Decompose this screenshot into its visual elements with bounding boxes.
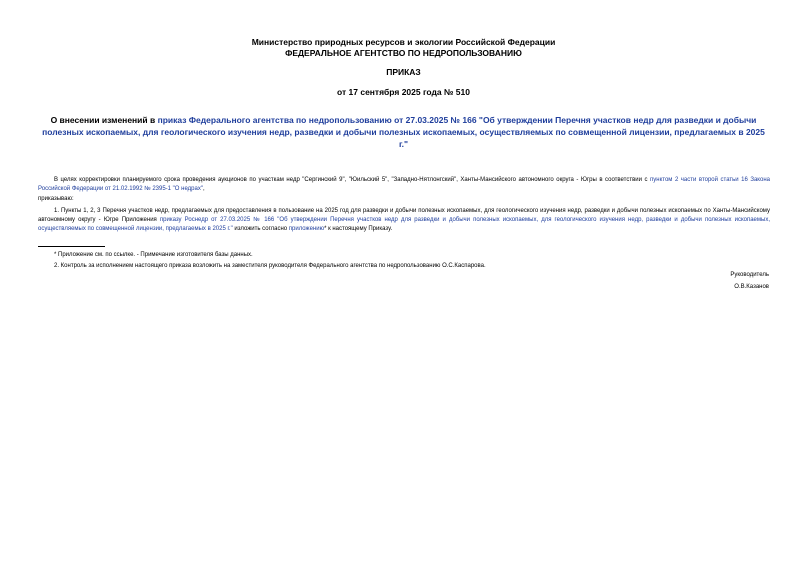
subject-prefix: О внесении изменений в bbox=[50, 115, 158, 125]
law-link[interactable]: пунктом 2 части второй статьи 16 Закона Российской Федерации от 21.02.1992 № 2395-1 "О недрах" bbox=[38, 177, 770, 192]
document-date-number: от 17 сентября 2025 года № 510 bbox=[337, 87, 470, 97]
preamble-suffix: , bbox=[202, 186, 205, 192]
item-1-paragraph bbox=[38, 207, 770, 234]
footnote-separator bbox=[38, 246, 105, 247]
rosnedr-order-link[interactable]: приказу Роснедр от 27.03.2025 № 166 "Об утверждении Перечня участков недр для разведки и добычи полезных ископаемых, для геологического изучения недр, разведки и добычи полезных ископаемых, осуществляемых по совмещенной лицензии, предлагаемых в 2025 г." bbox=[38, 217, 770, 232]
preamble-paragraph bbox=[38, 176, 770, 194]
document-header bbox=[40, 37, 767, 59]
subject-order-link[interactable]: приказ Федерального агентства по недропользованию от 27.03.2025 № 166 "Об утверждении Перечня участков недр для разведки и добычи полезных ископаемых, для геологического изучения недр, разведки и добычи полезных ископаемых, осуществляемых по совмещенной лицензии, предлагаемых в 2025 г." bbox=[42, 115, 765, 149]
footnote: * Приложение см. по ссылке. - Примечание изготовителя базы данных. bbox=[54, 252, 253, 258]
ministry-name: Министерство природных ресурсов и экологии Российской Федерации bbox=[251, 37, 556, 47]
order-verb: приказываю: bbox=[38, 196, 74, 202]
agency-name: ФЕДЕРАЛЬНОЕ АГЕНТСТВО ПО НЕДРОПОЛЬЗОВАНИЮ bbox=[285, 48, 522, 58]
preamble-text: В целях корректировки планируемого срока проведения аукционов по участкам недр "Сергинский 9", "Юильский 5", "Западно-Нятлонгский", Ханты-Мансийского автономного округа - Югры в соответствии с bbox=[54, 177, 651, 183]
item-1-text: 1. Пункты 1, 2, 3 Перечня участков недр, предлагаемых для предоставления в пользование на 2025 год для разведки и добычи полезных ископаемых, для геологического изучения недр, разведки и добычи полезных ископаемых по Ханты-Мансийскому автономному округу - Югре Приложения bbox=[38, 208, 770, 223]
document-type: ПРИКАЗ bbox=[386, 67, 421, 77]
signature-role: Руководитель bbox=[730, 272, 769, 278]
document-subject bbox=[40, 114, 767, 150]
item-1-suffix: * к настоящему Приказу. bbox=[324, 226, 393, 232]
item-2-paragraph: 2. Контроль за исполнением настоящего приказа возложить на заместителя руководителя Федерального агентства по недропользованию О.С.Каспарова. bbox=[54, 263, 486, 269]
item-1-middle: изложить согласно bbox=[232, 226, 289, 232]
signature-name: О.В.Казанов bbox=[734, 284, 769, 290]
appendix-link[interactable]: приложению bbox=[288, 226, 325, 232]
